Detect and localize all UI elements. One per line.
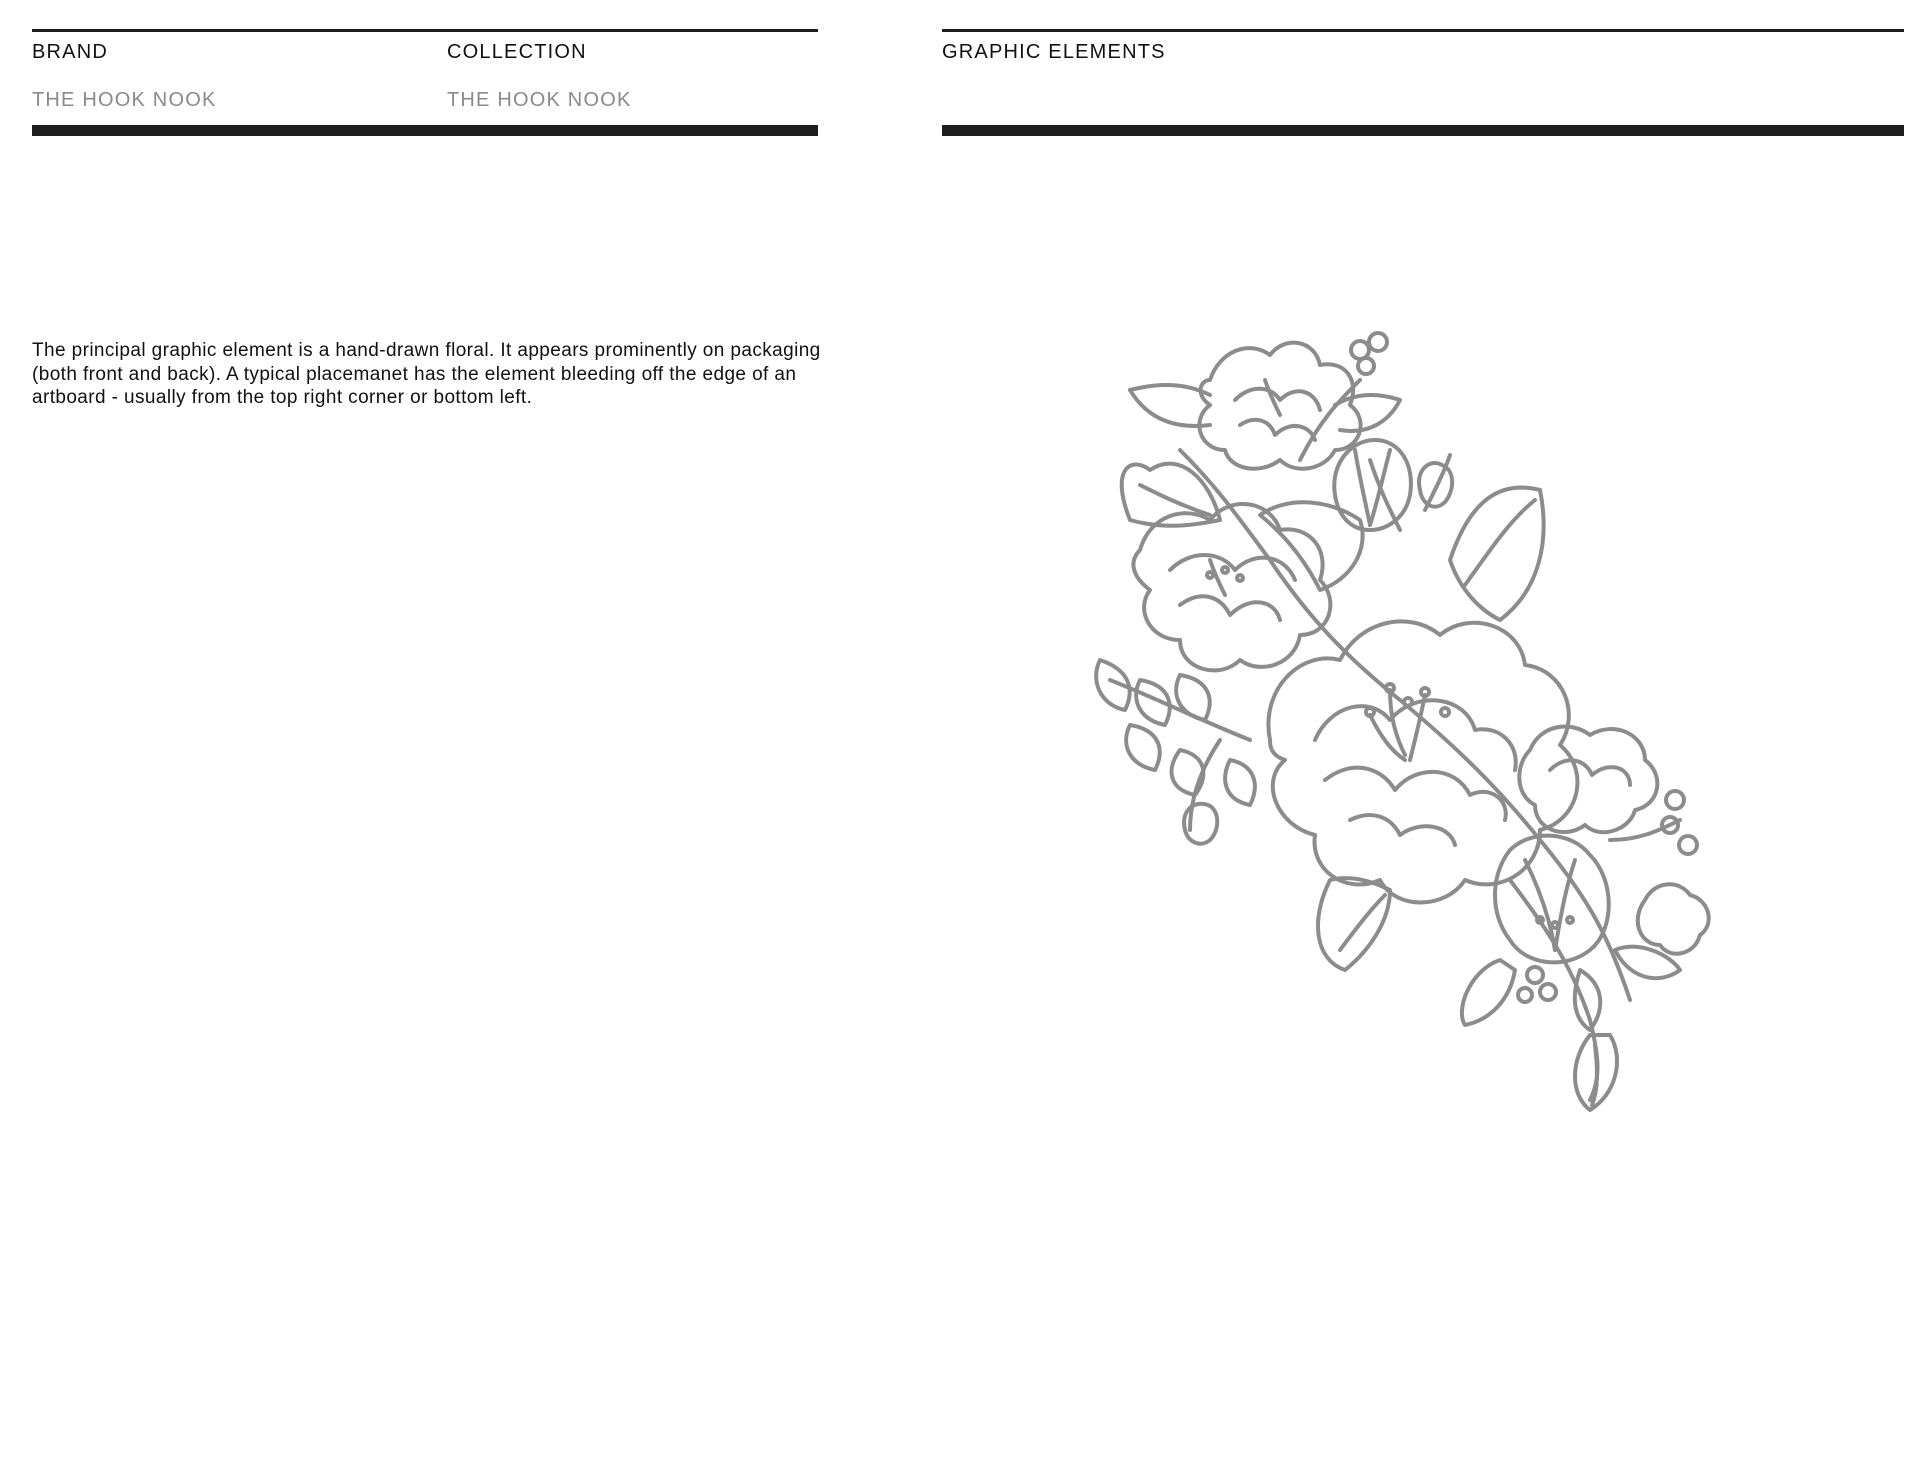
right-top-rule — [942, 29, 1904, 32]
left-header-bar — [32, 125, 818, 136]
brand-label: BRAND — [32, 41, 109, 63]
collection-value: THE HOOK NOOK — [447, 89, 632, 111]
floral-illustration-icon — [1070, 320, 1730, 1120]
brand-value: THE HOOK NOOK — [32, 89, 217, 111]
left-top-rule — [32, 29, 818, 32]
collection-label: COLLECTION — [447, 41, 587, 63]
graphic-elements-label: GRAPHIC ELEMENTS — [942, 41, 1166, 63]
description-paragraph: The principal graphic element is a hand-drawn floral. It appears prominently on packaging (both front and back). A typical placemanet has the element bleeding off the edge of an artboard - usually from the top right corner or bottom left. — [32, 340, 821, 408]
right-header-bar — [942, 125, 1904, 136]
